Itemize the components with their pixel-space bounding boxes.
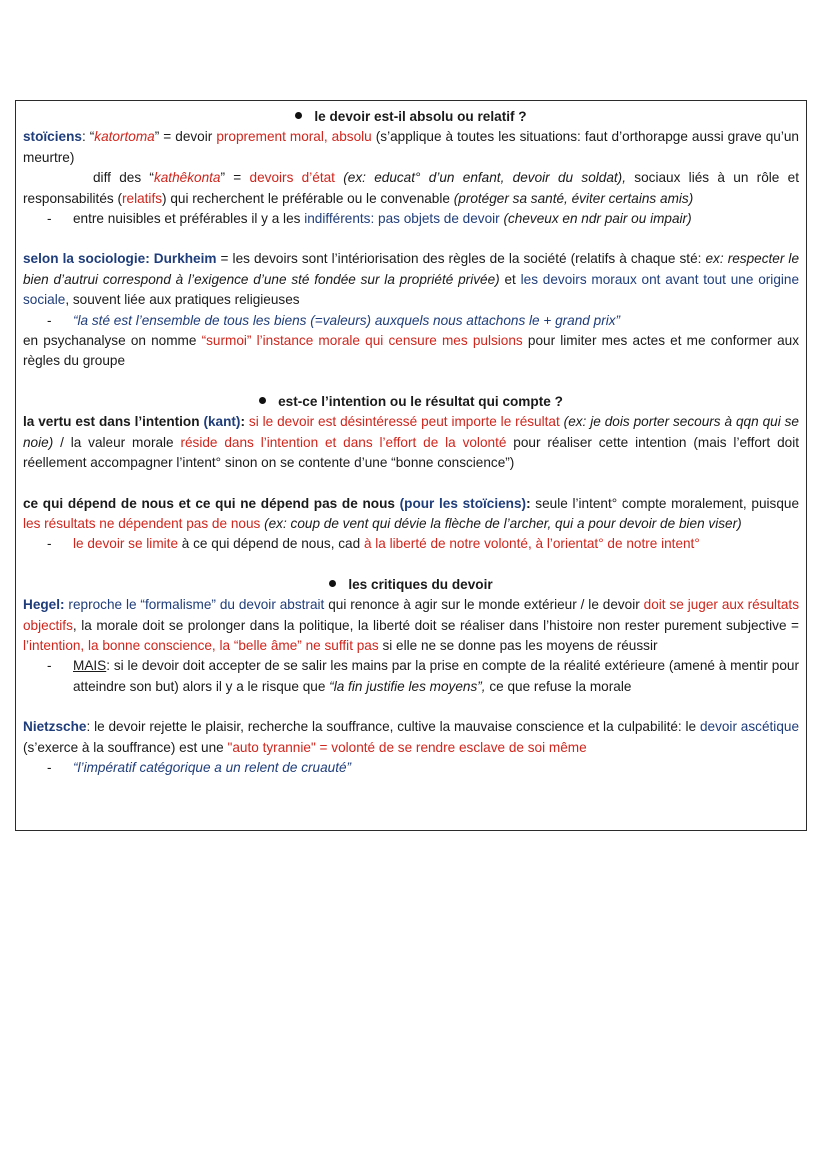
- paragraph-nietzsche: Nietzsche: le devoir rejette le plaisir, recherche la souffrance, cultive la mauvaise conscience et la culpabilité: le devoir ascétique (s’exerce à la souffrance) est une "auto tyrannie" = volonté de se rendre esclave de soi même: [23, 719, 800, 755]
- section-heading-absolu-relatif: le devoir est-il absolu ou relatif ?: [23, 107, 799, 127]
- list-item-quote-ste: - “la sté est l’ensemble de tous les biens (=valeurs) auxquels nous attachons le + grand prix”: [47, 312, 621, 328]
- section-heading-critiques: les critiques du devoir: [23, 575, 799, 595]
- notes-box: [15, 100, 807, 831]
- paragraph-kathekonta: diff des “kathêkonta” = devoirs d’état (ex: educat° d’un enfant, devoir du soldat), sociaux liés à un rôle et responsabilités (relatifs) qui recherchent le préférable ou le convenable (protéger sa santé, éviter certains amis): [23, 170, 799, 206]
- list-item-imperatif-quote: - “l’impératif catégorique a un relent de cruauté”: [47, 759, 352, 775]
- paragraph-hegel: Hegel: reproche le “formalisme” du devoir abstrait qui renonce à agir sur le monde extérieur / le devoir doit se juger aux résultats objectifs, la morale doit se prolonger dans la politique, la liberté doit se réaliser dans l’histoire non rester purement subjective = l’intention, la bonne conscience, la “belle âme” ne suffit pas si elle ne se donne pas les moyens de réussir: [23, 597, 799, 653]
- paragraph-durkheim: selon la sociologie: Durkheim = les devoirs sont l’intériorisation des règles de la société (relatifs à chaque sté: ex: respecter le bien d’autrui correspond à l’exigence d’une sté fondée sur la propriété privée) et les devoirs moraux ont avant tout une origine sociale, souvent liée aux pratiques religieuses: [23, 251, 800, 308]
- list-item-devoir-limite: - le devoir se limite à ce qui dépend de nous, cad à la liberté de notre volonté, à l’orientat° de notre intent°: [47, 536, 700, 552]
- bullet-icon: [329, 580, 336, 587]
- bullet-icon: [295, 112, 302, 119]
- section-heading-intention-resultat: est-ce l’intention ou le résultat qui compte ?: [23, 392, 799, 412]
- paragraph-vertu-intention: la vertu est dans l’intention (kant): si le devoir est désintéressé peut importe le résultat (ex: je dois porter secours à qqn qui se noie) / la valeur morale réside dans l’intention et dans l’effort de la volonté pour réaliser cette intention (mais l’effort doit réellement accompagner l’intent° sinon on se contente d’une “bonne conscience”): [23, 414, 799, 471]
- list-item-mais: - MAIS: si le devoir doit accepter de se salir les mains par la prise en compte de la réalité extérieure (amené à mentir pour atteindre son but) alors il y a le risque que “la fin justifie les moyens”, ce que refuse la morale: [47, 658, 799, 694]
- paragraph-surmoi: en psychanalyse on nomme “surmoi” l’instance morale qui censure mes pulsions pour limiter mes actes et me conformer aux règles du groupe: [23, 333, 799, 369]
- list-item-indifferents: - entre nuisibles et préférables il y a les indifférents: pas objets de devoir (cheveux en ndr pair ou impair): [47, 211, 692, 227]
- bullet-icon: [259, 397, 266, 404]
- paragraph-stoiciens: stoïciens: “katortoma” = devoir proprement moral, absolu (s’applique à toutes les situations: faut d’orthorapge aussi grave qu’un meurtre): [23, 129, 799, 165]
- paragraph-depend-de-nous: ce qui dépend de nous et ce qui ne dépend pas de nous (pour les stoïciens): seule l’intent° compte moralement, puisque les résultats ne dépendent pas de nous (ex: coup de vent qui dévie la flèche de l’archer, qui a pour devoir de bien viser): [23, 495, 800, 531]
